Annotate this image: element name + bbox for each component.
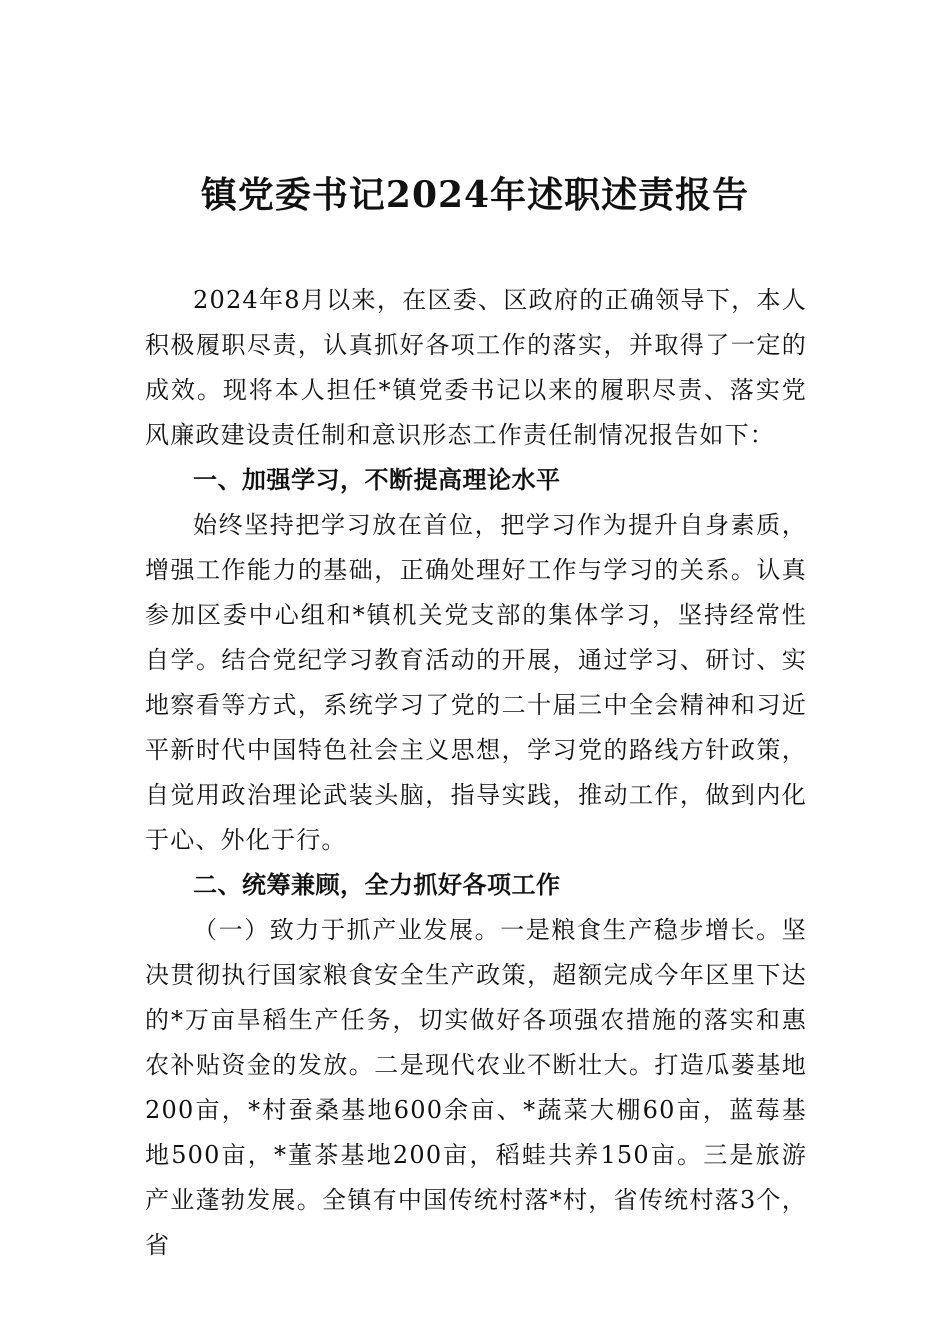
section-heading-2: 二、统筹兼顾，全力抓好各项工作: [193, 871, 561, 899]
document-title: 镇党委书记2024年述职述责报告: [200, 174, 750, 216]
intro-paragraph: 2024年8月以来，在区委、区政府的正确领导下，本人积极履职尽责，认真抓好各项工作的落实，并取得了一定的成效。现将本人担任*镇党委书记以来的履职尽责、落实党风廉政建设责任制和意识形态工作责任制情况报告如下：: [145, 286, 807, 449]
document-body: [145, 278, 807, 1268]
section-1-paragraph: 始终坚持把学习放在首位，把学习作为提升自身素质，增强工作能力的基础，正确处理好工作与学习的关系。认真参加区委中心组和*镇机关党支部的集体学习，坚持经常性自学。结合党纪学习教育活动的开展，通过学习、研讨、实地察看等方式，系统学习了党的二十届三中全会精神和习近平新时代中国特色社会主义思想，学习党的路线方针政策，自觉用政治理论武装头脑，指导实践，推动工作，做到内化于心、外化于行。: [145, 511, 807, 854]
section-heading-1: 一、加强学习，不断提高理论水平: [193, 466, 561, 494]
section-2-paragraph: （一）致力于抓产业发展。一是粮食生产稳步增长。坚决贯彻执行国家粮食安全生产政策，超额完成今年区里下达的*万亩旱稻生产任务，切实做好各项强农措施的落实和惠农补贴资金的发放。二是现代农业不断壮大。打造瓜蒌基地200亩，*村蚕桑基地600余亩、*蔬菜大棚60亩，蓝莓基地500亩，*董茶基地200亩，稻蛙共养150亩。三是旅游产业蓬勃发展。全镇有中国传统村落*村，省传统村落3个，省: [145, 916, 807, 1259]
